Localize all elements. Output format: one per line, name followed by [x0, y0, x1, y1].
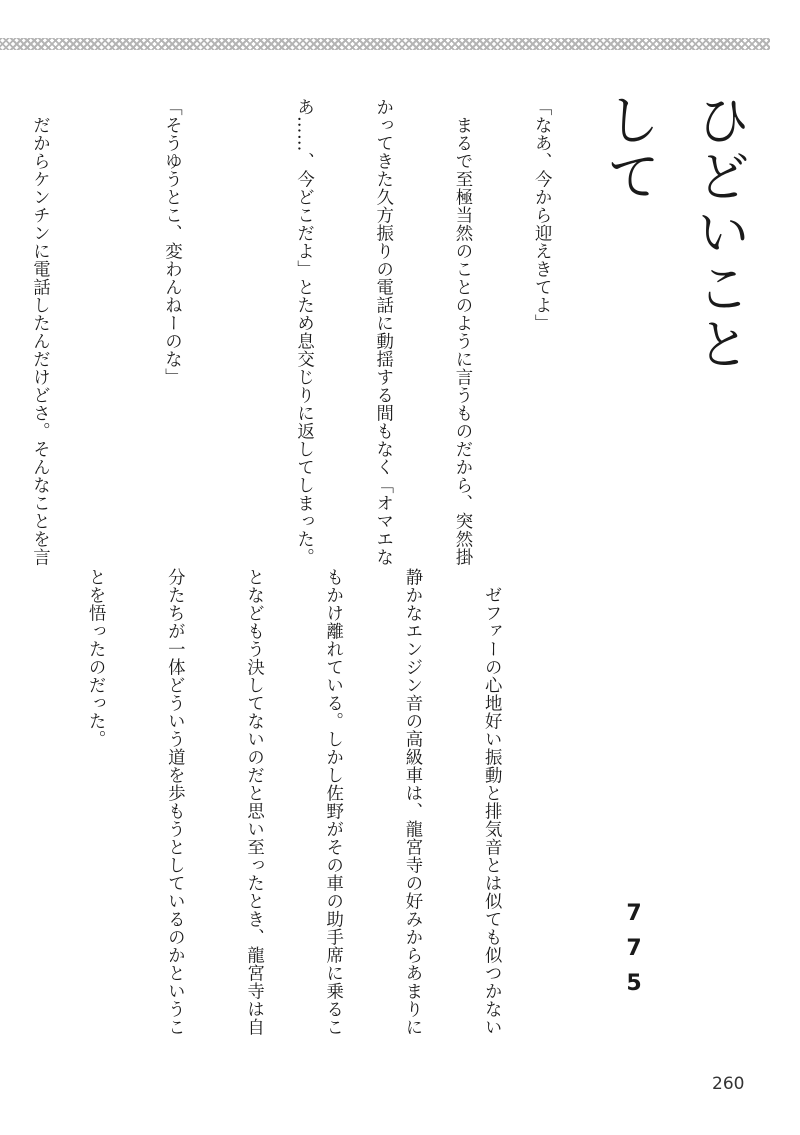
text-block-upper	[0, 98, 607, 566]
text-line: 静かなエンジン音の高級車は、龍宮寺の好みからあまりに	[401, 568, 422, 1036]
text-line: 「なあ、今から迎えきてよ」	[531, 98, 552, 332]
text-line: まるで至極当然のことのように言うものだから、突然掛	[451, 98, 472, 566]
text-line: あ……、今どこだよ」とため息交じりに返してしまった。	[293, 98, 314, 566]
text-block-lower	[0, 568, 557, 1036]
text-line: とを悟ったのだった。	[85, 568, 106, 748]
folio-number	[614, 896, 654, 1001]
folio-digit: 7	[626, 901, 642, 926]
text-line: だからケンチンに電話したんだけどさ。そんなことを言	[29, 98, 50, 566]
story-title: ひどいことして	[598, 92, 751, 372]
folio-digit: 7	[626, 936, 642, 961]
decorative-top-border	[0, 38, 770, 50]
text-line: ゼファーの心地好い振動と排気音とは似ても似つかない	[481, 568, 502, 1036]
text-line: となどもう決してないのだと思い至ったとき、龍宮寺は自	[243, 568, 264, 1036]
folio-digit: 5	[626, 971, 642, 996]
text-line: 「そうゆうとこ、変わんねーのな」	[161, 98, 182, 386]
text-line: かってきた久方振りの電話に動揺する間もなく「オマエな	[372, 98, 393, 566]
text-line: 分たちが一体どういう道を歩もうとしているのかというこ	[164, 568, 185, 1036]
page-number: 260	[712, 1074, 745, 1094]
text-line: もかけ離れている。しかし佐野がその車の助手席に乗るこ	[322, 568, 343, 1036]
